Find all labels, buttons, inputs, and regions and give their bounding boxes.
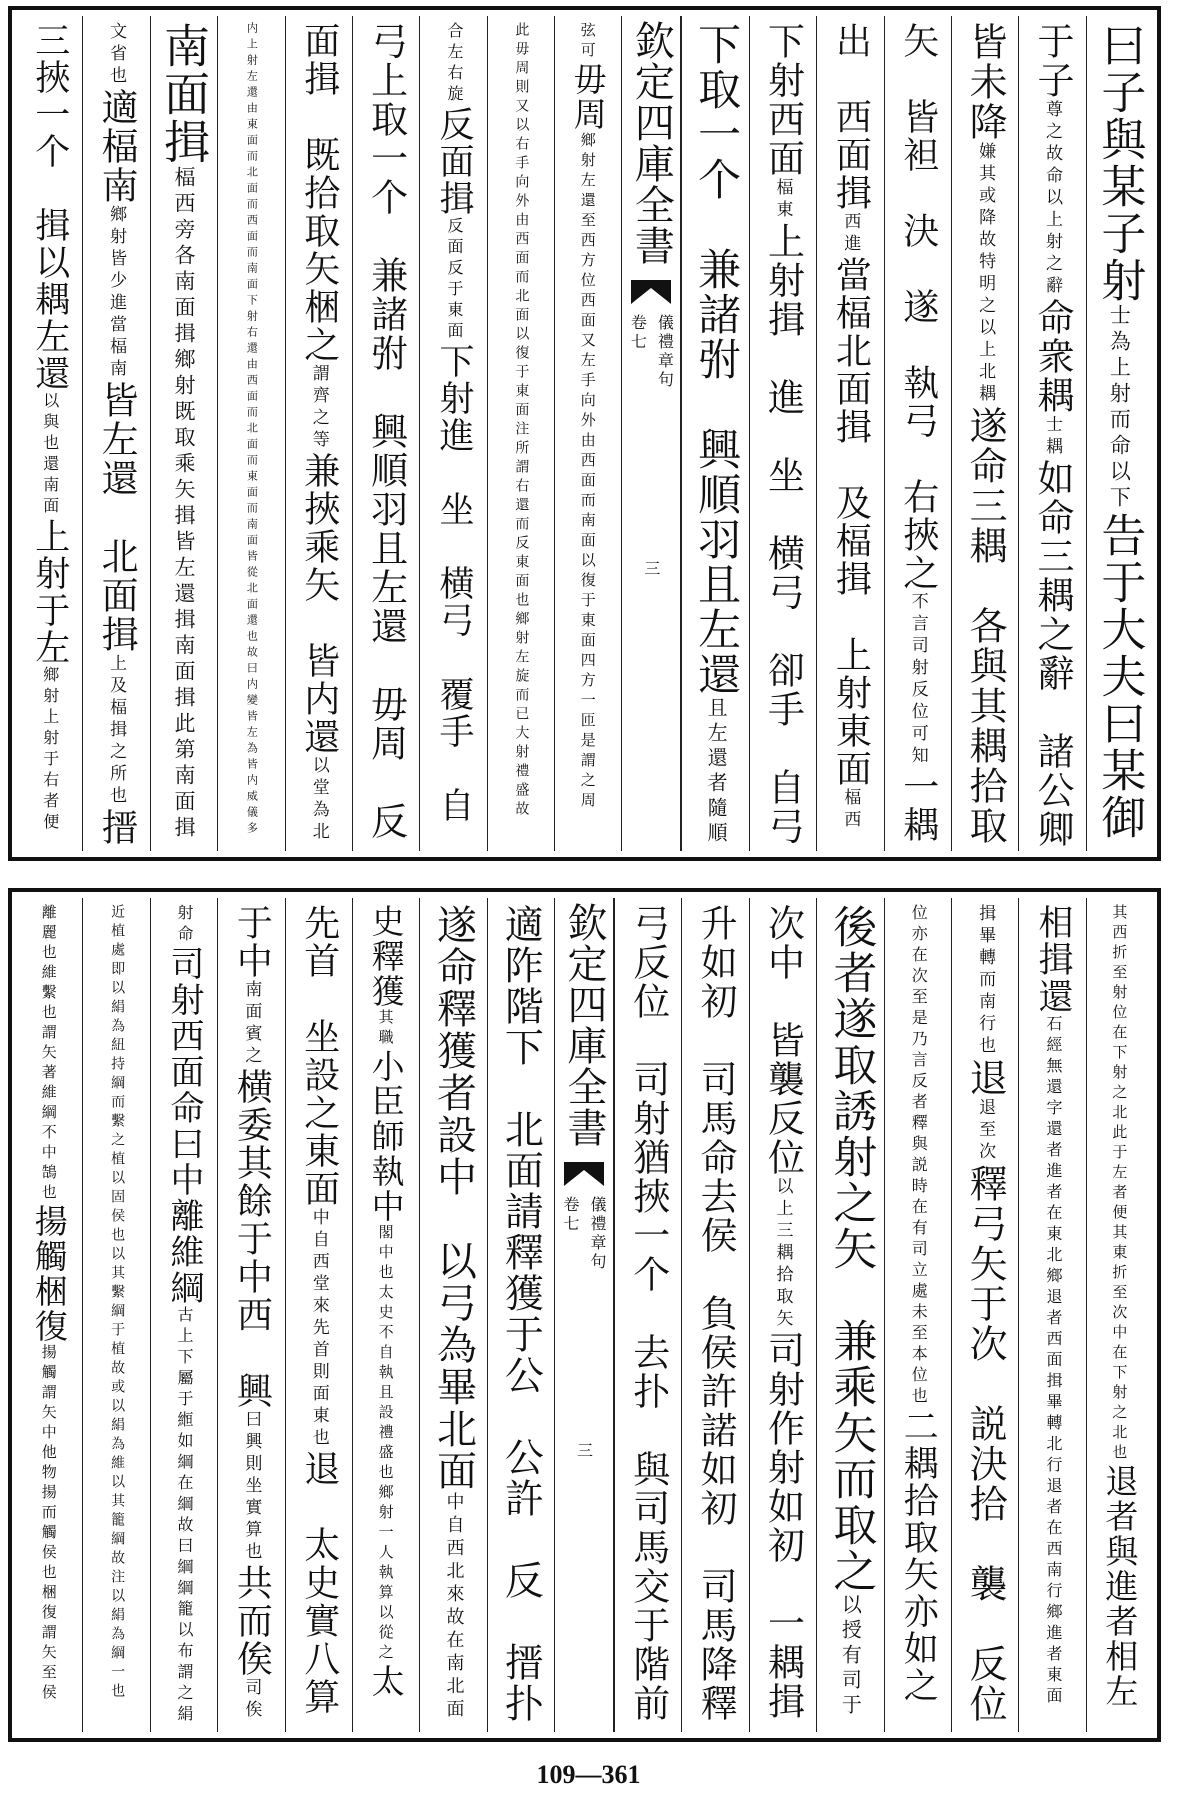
- main-text: 皆左還 北面揖: [95, 381, 139, 654]
- folio-number: 三: [574, 1442, 594, 1458]
- main-text: 弓反位 司射猶挾一个 去扑 與司馬交于階前: [626, 904, 670, 1723]
- annotation-note: 内上射左還由東面而北面而西面而南面下射右還由西面而北面而東面而南面皆從北面還也故曰内變皆左為皆内威儀多: [245, 22, 259, 838]
- column-text: [231, 904, 273, 1722]
- annotation-note: 鄉射上射于右者便: [40, 666, 60, 834]
- text-column-right-6: [749, 16, 816, 851]
- main-text: 出 西面揖: [830, 22, 872, 212]
- text-column-right-5: [816, 16, 883, 851]
- main-text: 退 太史實八算: [298, 1450, 340, 1716]
- column-text: [433, 22, 474, 824]
- main-text: 命衆耦: [1030, 298, 1074, 415]
- column-text: [163, 904, 204, 1726]
- main-text: 適楅南: [95, 88, 139, 205]
- text-column-left-9: [16, 16, 82, 851]
- annotation-note: 不言司射反位可知: [907, 592, 928, 768]
- text-column-left-3: [352, 898, 419, 1732]
- main-text: 升如初 司馬命去侯 負侯許諾如初 司馬降釋: [694, 904, 738, 1723]
- annotation-note: 石經無還字還者進者在東北鄉退者西面揖畢轉北行退者在西南行鄉進者東面: [1043, 1015, 1063, 1708]
- main-text: 横委其餘于中西 興: [231, 1068, 273, 1410]
- main-text: 司射作射如初 一耦揖: [761, 1331, 805, 1721]
- main-text: 揚觸梱復: [29, 1204, 69, 1344]
- volume-info: [626, 314, 676, 390]
- column-text: [898, 904, 939, 1704]
- volume-label: 卷七: [561, 1196, 580, 1234]
- column-text: [29, 22, 70, 834]
- annotation-note: 合左右旋: [444, 22, 464, 106]
- main-text: 退者與進者相左: [1100, 1464, 1140, 1709]
- annotation-note: 反面反于東面: [444, 217, 464, 343]
- main-text: 適阼階下 北面請釋獲于公 公許 反 搢扑: [498, 904, 544, 1724]
- annotation-note: 上及楅揖之所也: [106, 654, 127, 808]
- annotation-note: 揚觸謂矢中他物揚而觸侯也梱復謂矢至侯: [39, 1344, 58, 1704]
- text-column-right-3: [951, 898, 1018, 1732]
- text-column-left-7: [82, 898, 149, 1732]
- main-text: 矢 皆袒 決 遂 執弓 右挾之: [897, 22, 939, 592]
- annotation-note: 射命: [174, 904, 194, 946]
- main-text: 如命三耦之辭 諸公卿: [1030, 459, 1074, 849]
- page-top: [8, 6, 1161, 861]
- column-text: [568, 22, 608, 812]
- text-column-left-5: [217, 898, 284, 1732]
- annotation-note: 中自西堂來先首則面東也: [308, 1208, 329, 1450]
- column-text: [825, 904, 877, 1719]
- annotation-note: 其西折至射位在下射之北此于左者便其東折至次中在下射之北也: [1110, 904, 1129, 1464]
- annotation-note: 司俟: [241, 1678, 262, 1722]
- annotation-note: 楅西: [840, 788, 861, 832]
- annotation-note: 近植處即以絹為紐持綱而繫之植以固侯也以其繫綱于植故或以絹為維以其籠綱故注以絹為綱一也: [109, 904, 126, 1702]
- book-subtitle: 儀禮章句: [588, 1196, 607, 1272]
- annotation-note: 揖畢轉而南行也: [975, 904, 996, 1058]
- volume-info: [559, 1196, 609, 1272]
- column-text: [156, 22, 211, 842]
- book-subtitle: 儀禮章句: [655, 314, 675, 390]
- annotation-note: 士耦: [1041, 415, 1062, 459]
- main-text: 于子: [1030, 22, 1074, 100]
- main-text: 下取一个 兼諸弣 興順羽且左還: [691, 22, 742, 697]
- annotation-note: 文省也: [106, 22, 127, 88]
- annotation-note: 楅西旁各南面揖鄉射既取乘矢揖皆左還揖南面揖此第南面揖: [171, 166, 196, 842]
- text-column-right-1: [1086, 16, 1153, 851]
- page-reference: 109—361: [536, 1760, 641, 1789]
- column-text: [239, 22, 263, 838]
- annotation-note: 其職: [376, 1009, 395, 1049]
- annotation-note: 閣中也太史不自執且設禮盛也鄉射一人執算以從之: [376, 1224, 395, 1664]
- text-column-right-7: [681, 16, 748, 851]
- main-text: 共而俟: [231, 1564, 273, 1678]
- main-text: 三挾一个 揖以耦左還: [29, 22, 70, 392]
- main-text: 面揖 既拾取矢梱之: [298, 22, 340, 364]
- main-text: 下射進 坐 横弓 覆手 自: [433, 343, 474, 824]
- annotation-note: 弦可: [578, 22, 597, 62]
- annotation-note: 謂齊之等: [308, 364, 329, 452]
- book-title: 欽定四庫全書: [628, 20, 675, 266]
- main-text: 太: [366, 1664, 406, 1699]
- text-column-right-3: [951, 16, 1018, 851]
- annotation-note: 鄉射皆少進當楅南: [106, 205, 127, 381]
- column-text: [963, 904, 1008, 1724]
- main-text: 史釋獲: [366, 904, 406, 1009]
- column-text: [1100, 904, 1140, 1709]
- main-text: 弓上取一个 兼諸弣 興順羽且左還 毋周 反: [364, 22, 408, 841]
- volume-label: 卷七: [628, 314, 648, 352]
- center-fold-column: [554, 898, 614, 1732]
- column-text: [963, 22, 1008, 846]
- main-text: 先首 坐設之東面: [298, 904, 340, 1208]
- column-text: [366, 904, 406, 1699]
- main-text: 搢: [95, 808, 139, 847]
- main-text: 上射于左: [29, 518, 70, 666]
- annotation-note: 古上下屬于縆如綱在綱故曰綱綱籠以布謂之絹: [174, 1306, 194, 1726]
- column-text: [298, 904, 340, 1716]
- center-fold-column: [621, 16, 681, 851]
- text-column-left-6: [150, 898, 217, 1732]
- annotation-note: 位亦在次至是乃言反者釋與説時在有司立處未至本位也: [909, 904, 929, 1408]
- main-text: 退: [963, 1058, 1008, 1098]
- column-text: [298, 22, 340, 844]
- main-text: 于中: [231, 904, 273, 980]
- main-text: 毋周: [568, 62, 608, 132]
- text-column-left-2: [419, 898, 486, 1732]
- column-text: [505, 22, 536, 820]
- annotation-note: 以堂為北: [308, 756, 329, 844]
- annotation-note: 曰興則坐實算也: [241, 1410, 262, 1564]
- main-text: 一耦: [897, 768, 939, 844]
- column-text: [95, 22, 139, 847]
- annotation-note: 以與也還南面: [40, 392, 60, 518]
- annotation-note: 鄉射左還至西方位西面又左手向外由西面而南面以復于東面四方一匝是謂之周: [578, 132, 597, 812]
- annotation-note: 以上三耦拾取矢: [772, 1177, 793, 1331]
- fishtail-mark-icon: [629, 276, 673, 308]
- text-column-right-6: [749, 898, 816, 1732]
- main-text: 司射西面命曰中離維綱: [163, 946, 204, 1306]
- annotation-note: 楅東: [772, 178, 793, 222]
- fishtail-mark-icon: [562, 1158, 606, 1190]
- main-text: 當楅北面揖 及楅揖 上射東面: [830, 256, 872, 788]
- annotation-note: 中自西北來故在南北面: [443, 1492, 465, 1722]
- main-text: 遂命釋獲者設中 以弓為畢北面: [430, 904, 477, 1492]
- column-text: [101, 904, 132, 1702]
- column-text: [364, 22, 408, 841]
- column-text: [1093, 22, 1147, 841]
- text-column-right-4: [884, 898, 951, 1732]
- annotation-note: 西進: [840, 212, 861, 256]
- column-text: [1030, 22, 1074, 849]
- annotation-note: 此毋周則又以右手向外由西面而北面以復于東面注所謂右還而反東面也鄉射左旋而已大射禮盛故: [513, 22, 530, 820]
- text-column-right-2: [1018, 898, 1085, 1732]
- column-text: [897, 22, 939, 844]
- annotation-note: 嫌其或降故特明之以上北耦: [975, 142, 996, 406]
- text-column-left-8: [16, 898, 82, 1732]
- main-text: 上射揖 進 坐 横弓 卻手 自弓: [761, 222, 805, 846]
- column-text: [761, 904, 805, 1721]
- book-title: 欽定四庫全書: [561, 902, 607, 1148]
- folio-number: 三: [641, 560, 661, 576]
- main-text: 告于大夫曰某御: [1093, 512, 1147, 841]
- annotation-note: 士為上射而命以下: [1107, 304, 1132, 512]
- main-text: 次中 皆襲反位: [761, 904, 805, 1177]
- column-text: [626, 904, 670, 1723]
- column-text: [1032, 904, 1073, 1708]
- text-column-left-4: [285, 898, 352, 1732]
- text-column-right-7: [681, 898, 748, 1732]
- text-column-right-4: [884, 16, 951, 851]
- main-text: 二耦拾取矢亦如之: [898, 1408, 939, 1704]
- annotation-note: 退至次: [975, 1098, 996, 1164]
- text-column-right-5: [816, 898, 883, 1732]
- page-bottom: [8, 888, 1161, 1742]
- main-text: 兼挾乘矢 皆内還: [298, 452, 340, 756]
- annotation-note: 以授有司于: [838, 1594, 863, 1719]
- text-column-left-6: [217, 16, 284, 851]
- text-column-left-1: [487, 898, 554, 1732]
- main-text: 後者遂取誘射之矢 兼乘矢而取之: [825, 904, 877, 1594]
- text-column-left-1: [554, 16, 621, 851]
- text-column-left-7: [150, 16, 217, 851]
- main-text: 反面揖: [433, 106, 474, 217]
- main-text: 曰子與某子射: [1093, 22, 1147, 304]
- annotation-note: 且左還者隨順: [704, 697, 729, 847]
- text-column-left-4: [352, 16, 419, 851]
- annotation-note: 尊之故命以上射之辭: [1041, 100, 1062, 298]
- main-text: 相揖還: [1032, 904, 1073, 1015]
- main-text: 南面揖: [156, 22, 211, 166]
- text-column-left-3: [419, 16, 486, 851]
- main-text: 遂命三耦 各與其耦拾取: [963, 406, 1008, 846]
- column-text: [830, 22, 872, 832]
- text-column-right-2: [1018, 16, 1085, 851]
- text-column-right-1: [1086, 898, 1153, 1732]
- column-text: [430, 904, 477, 1722]
- text-column-left-2: [487, 16, 554, 851]
- annotation-note: 南面賓之: [241, 980, 262, 1068]
- main-text: 小臣師執中: [366, 1049, 406, 1224]
- column-text: [29, 904, 69, 1704]
- text-column-right-8: [614, 898, 681, 1732]
- main-text: 皆未降: [963, 22, 1008, 142]
- text-column-left-8: [82, 16, 149, 851]
- text-column-left-5: [285, 16, 352, 851]
- column-text: [691, 22, 742, 847]
- main-text: 釋弓矢于次 説決拾 襲 反位: [963, 1164, 1008, 1724]
- main-text: 下射西面: [761, 22, 805, 178]
- column-text: [498, 904, 544, 1724]
- column-text: [694, 904, 738, 1723]
- column-text: [761, 22, 805, 846]
- annotation-note: 離麗也維繫也謂矢著維綱不中鵠也: [39, 904, 58, 1204]
